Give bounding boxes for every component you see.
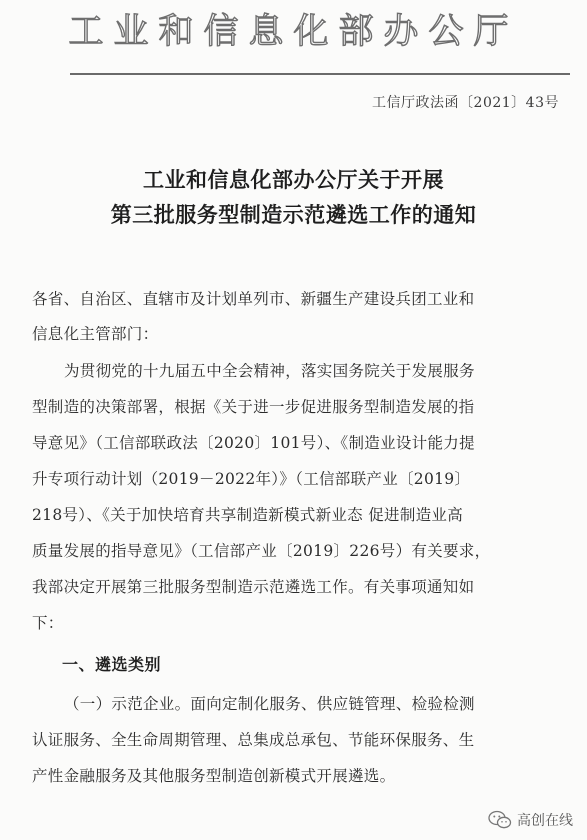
document-number: 工信厅政法函〔2021〕43号 — [372, 95, 559, 111]
letterhead: 工业和信息化部办公厅 — [68, 12, 519, 52]
body-line: 下： — [32, 614, 64, 632]
section-heading: 一、遴选类别 — [62, 655, 162, 674]
wechat-icon — [488, 810, 512, 830]
watermark — [488, 810, 573, 830]
body-line: 型制造的决策部署，根据《关于进一步促进服务型制造发展的指 — [32, 398, 475, 416]
recipients-line: 信息化主管部门： — [32, 325, 159, 343]
body-line: 升专项行动计划（2019－2022年）》（工信部联产业〔2019〕 — [32, 470, 471, 488]
section-line: （一）示范企业。面向定制化服务、供应链管理、检验检测 — [64, 695, 475, 713]
recipients-line: 各省、自治区、直辖市及计划单列市、新疆生产建设兵团工业和 — [32, 290, 475, 308]
body-line: 我部决定开展第三批服务型制造示范遴选工作。有关事项通知如 — [32, 578, 475, 596]
body-line: 质量发展的指导意见》（工信部产业〔2019〕226号）有关要求， — [32, 542, 491, 560]
section-line: 产性金融服务及其他服务型制造创新模式开展遴选。 — [32, 767, 396, 785]
title-line-1: 工业和信息化部办公厅关于开展 — [143, 167, 444, 192]
body-line: 218号）、《关于加快培育共享制造新模式新业态 促进制造业高 — [32, 506, 464, 524]
body-line: 导意见》（工信部联政法〔2020〕101号）、《制造业设计能力提 — [32, 434, 475, 452]
section-line: 认证服务、全生命周期管理、总集成总承包、节能环保服务、生 — [32, 731, 475, 749]
body-line: 为贯彻党的十九届五中全会精神，落实国务院关于发展服务 — [64, 362, 475, 380]
title-line-2: 第三批服务型制造示范遴选工作的通知 — [110, 202, 477, 227]
letterhead-rule — [70, 73, 570, 75]
watermark-text: 高创在线 — [517, 813, 573, 829]
